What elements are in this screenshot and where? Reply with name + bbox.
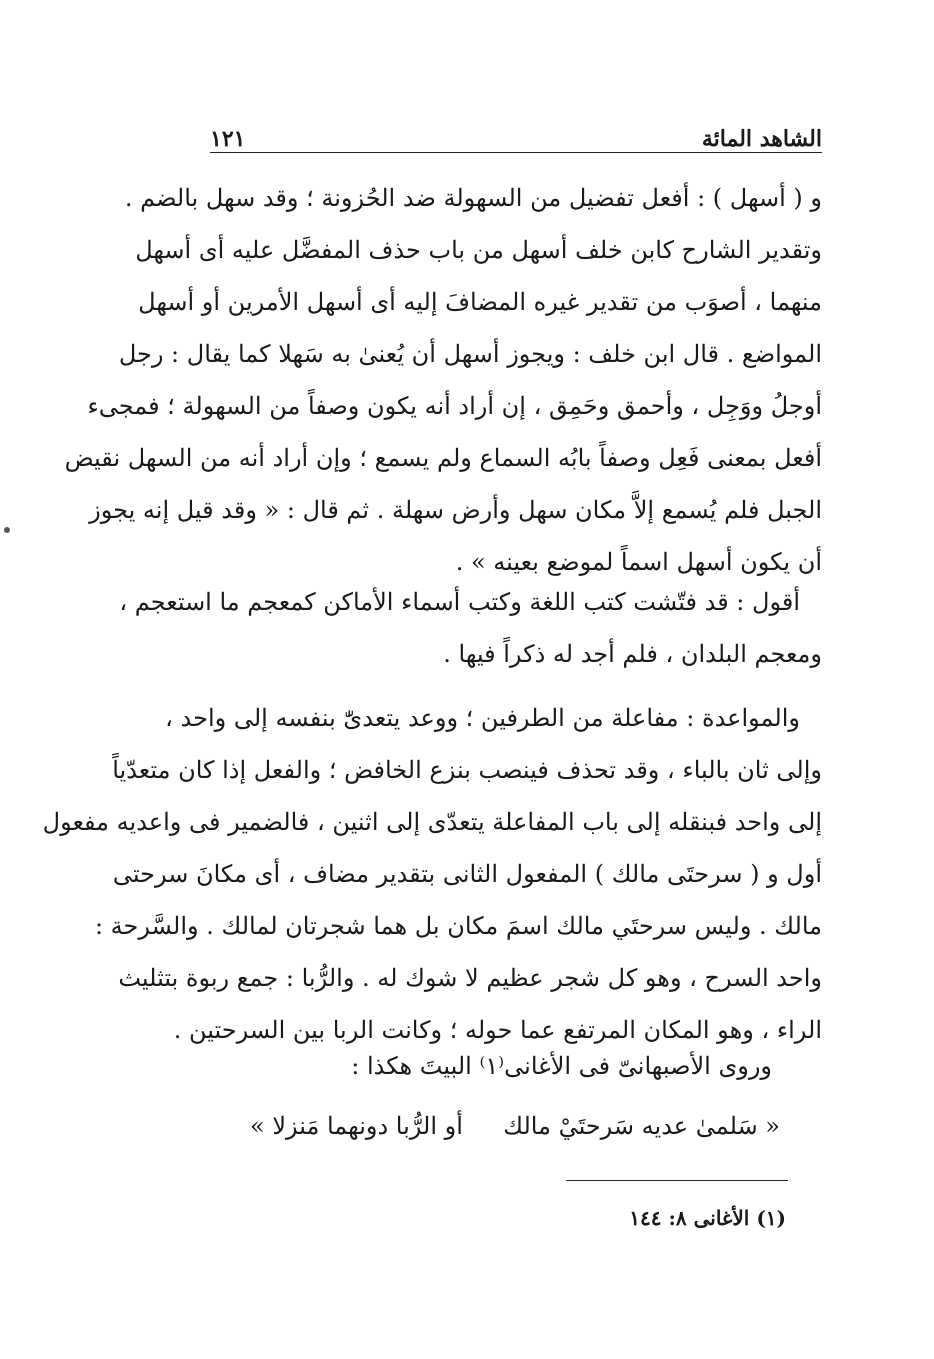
text-line: الجبل فلم يُسمع إلاَّ مكان سهل وأرض سهلة . ثم قال : « وقد قيل إنه يجوز: [89, 496, 822, 524]
footnote: (١) الأغانى ٨: ١٤٤: [629, 1206, 786, 1230]
verse: [250, 1100, 780, 1152]
text-line: مالك . وليس سرحتَي مالك اسمَ مكان بل هما شجرتان لمالك . والسَّرحة :: [94, 912, 822, 940]
verse-intro: [198, 1040, 810, 1092]
footnote-rule: [566, 1180, 788, 1181]
margin-speck: [4, 527, 10, 533]
verse-first-hemistich: « سَلمىٰ عديه سَرحتَيْ مالك: [503, 1112, 780, 1140]
paragraph-3: [42, 692, 822, 1056]
text-line: وتقدير الشارح كابن خلف أسهل من باب حذف المفضَّل عليه أى أسهل: [135, 236, 822, 264]
paragraph-2: [119, 576, 822, 680]
text-line: والمواعدة : مفاعلة من الطرفين ؛ ووعد يتعدىّٰ بنفسه إلى واحد ،: [165, 704, 800, 732]
text-line: و ( أسهل ) : أفعل تفضيل من السهولة ضد الحُزونة ؛ وقد سهل بالضم .: [124, 184, 822, 212]
text-line: الراء ، وهو المكان المرتفع عما حوله ؛ وكانت الربا بين السرحتين .: [173, 1016, 822, 1044]
running-header: [210, 112, 822, 152]
text-line: المواضع . قال ابن خلف : ويجوز أسهل أن يُعنىٰ به سَهلا كما يقال : رجل: [118, 340, 822, 368]
paragraph-1: [64, 172, 822, 588]
header-rule: [210, 152, 822, 153]
text-line: منهما ، أصوَب من تقدير غيره المضافَ إليه أى أسهل الأمرين أو أسهل: [138, 288, 822, 316]
text-line: وإلى ثان بالباء ، وقد تحذف فينصب بنزع الخافض ؛ والفعل إذا كان متعدّياً: [112, 756, 822, 784]
chapter-title: الشاهد المائة: [701, 126, 822, 152]
page-number: ١٢١: [210, 126, 246, 152]
text-line: أن يكون أسهل اسماً لموضع بعينه » .: [455, 548, 822, 576]
text-line: ومعجم البلدان ، فلم أجد له ذكراً فيها .: [443, 640, 822, 668]
text-line: أفعل بمعنى فَعِل وصفاً بابُه السماع ولم يسمع ؛ وإن أراد أنه من السهل نقيض: [64, 444, 822, 472]
text-line: أقول : قد فتّشت كتب اللغة وكتب أسماء الأماكن كمعجم ما استعجم ،: [119, 588, 800, 616]
text-line: أول و ( سرحتَى مالك ) المفعول الثانى بتقدير مضاف ، أى مكانَ سرحتى: [112, 860, 822, 888]
verse-second-hemistich: أو الرُّبا دونهما مَنزلا »: [250, 1112, 463, 1140]
text-line: وروى الأصبهانىّ فى الأغانى⁽١⁾ البيتَ هكذا :: [351, 1052, 772, 1080]
text-line: أوجلُ ووَجِل ، وأحمق وحَمِق ، إن أراد أنه يكون وصفاً من السهولة ؛ فمجىء: [87, 392, 822, 420]
text-line: واحد السرح ، وهو كل شجر عظيم لا شوك له . والرُّبا : جمع ربوة بتثليث: [118, 964, 822, 992]
text-line: إلى واحد فبنقله إلى باب المفاعلة يتعدّى إلى اثنين ، فالضمير فى واعديه مفعول: [42, 808, 822, 836]
